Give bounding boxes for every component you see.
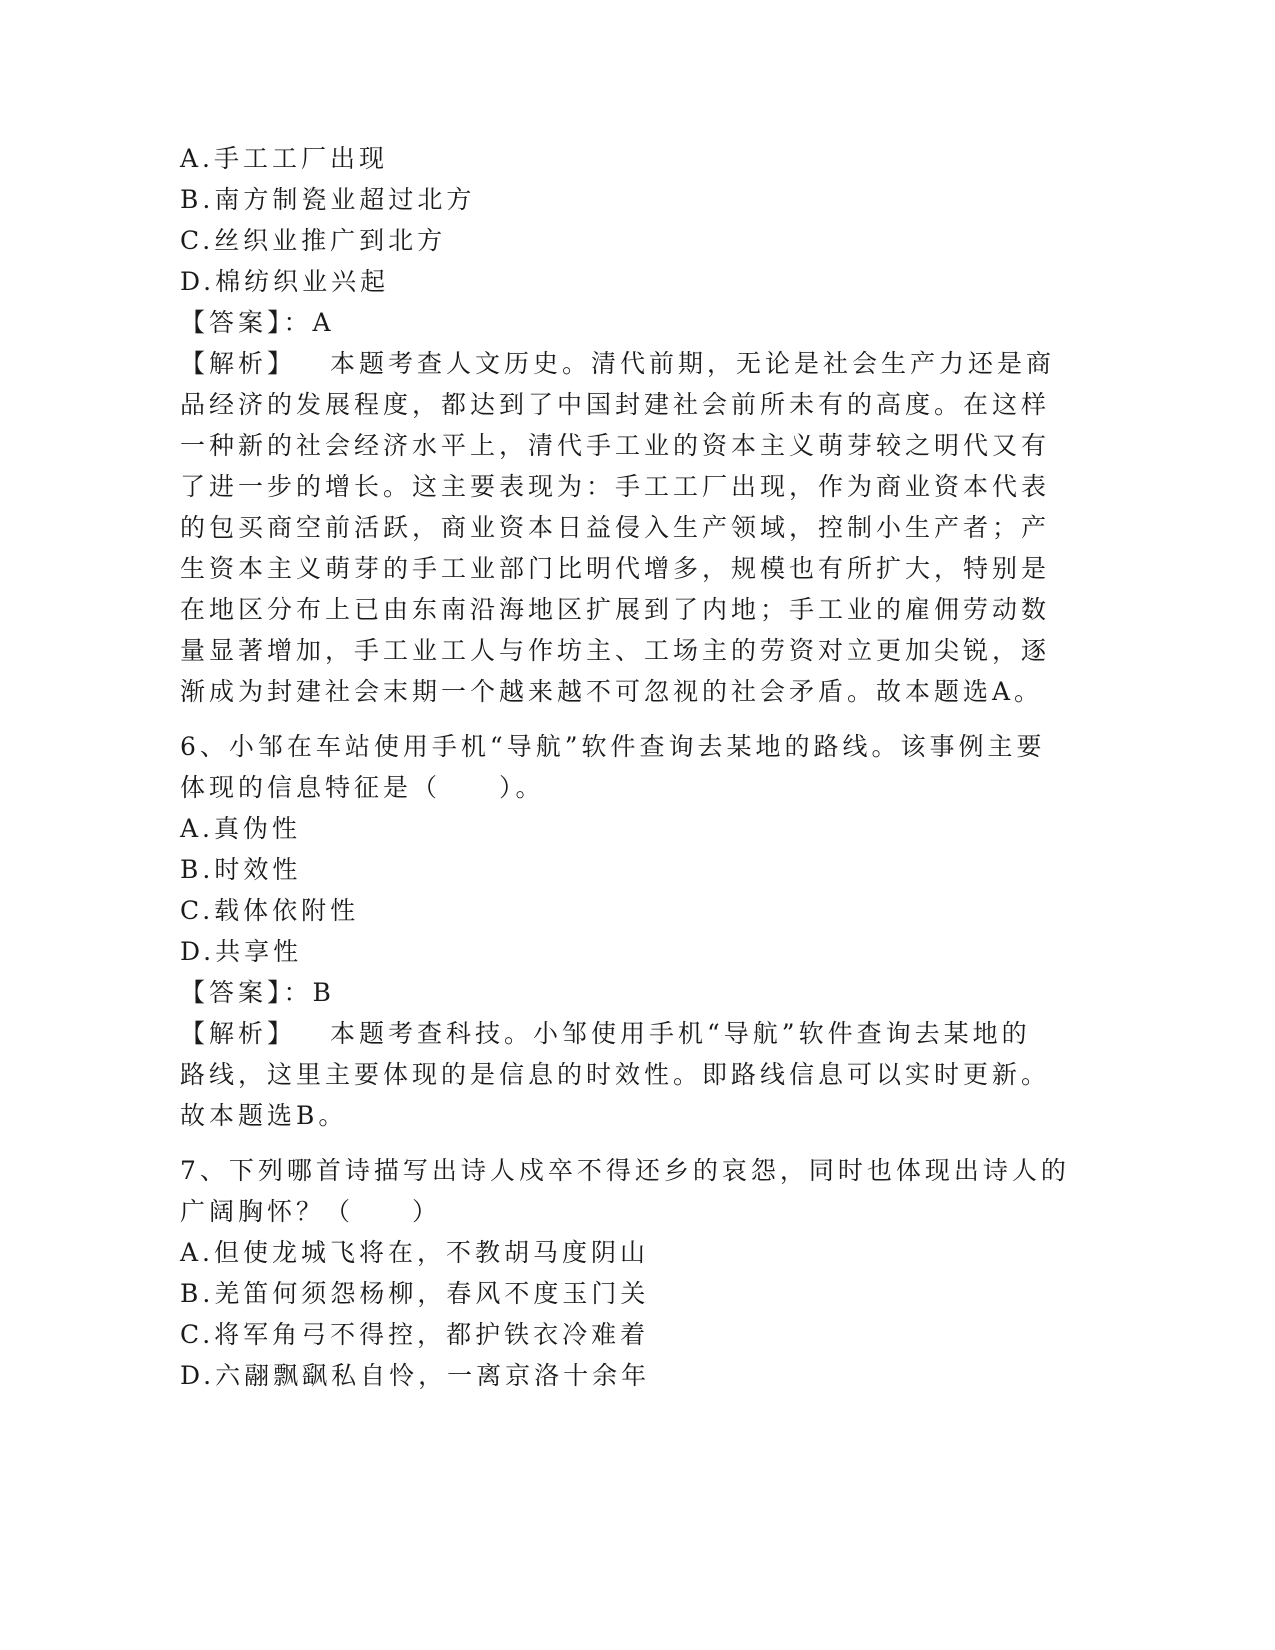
analysis-line: 【解析】 本题考查人文历史。清代前期，无论是社会生产力还是商: [180, 349, 1056, 378]
q6-analysis: [180, 1013, 1051, 1136]
answer-label: 【答案】：: [180, 308, 313, 337]
analysis-line: 的包买商空前活跃，商业资本日益侵入生产领域，控制小生产者；产: [180, 513, 1051, 542]
q7-option-b: B.羌笛何须怨杨柳，春风不度玉门关: [180, 1279, 650, 1308]
q6-option-d: D.共享性: [180, 937, 303, 966]
answer-label: 【答案】：: [180, 978, 313, 1007]
q7-option-c: C.将军角弓不得控，都护铁衣冷难着: [180, 1320, 650, 1349]
q5-option-b: B.南方制瓷业超过北方: [180, 185, 476, 214]
q5-analysis: [180, 343, 1056, 712]
q6-stem-line: 6、小邹在车站使用手机“导航”软件查询去某地的路线。该事例主要: [180, 732, 1046, 761]
analysis-line: 了进一步的增长。这主要表现为：手工工厂出现，作为商业资本代表: [180, 472, 1051, 501]
q7-option-a: A.但使龙城飞将在，不教胡马度阴山: [180, 1238, 650, 1267]
q6-option-c: C.载体依附性: [180, 896, 360, 925]
analysis-line: 一种新的社会经济水平上，清代手工业的资本主义萌芽较之明代又有: [180, 431, 1051, 460]
q6-option-a: A.真伪性: [180, 814, 302, 843]
q5-option-c: C.丝织业推广到北方: [180, 226, 447, 255]
q6-option-b: B.时效性: [180, 855, 302, 884]
analysis-label: 【解析】: [180, 1019, 297, 1048]
answer-value: B: [312, 978, 335, 1007]
q5-option-d: D.棉纺织业兴起: [180, 267, 390, 296]
document-page: [180, 138, 1070, 1396]
q7-stem-line: 广阔胸怀？（ ）: [180, 1197, 442, 1226]
analysis-line: 生资本主义萌芽的手工业部门比明代增多，规模也有所扩大，特别是: [180, 554, 1051, 583]
answer-value: A: [312, 308, 335, 337]
question-7: [180, 1150, 1070, 1396]
analysis-line: 故本题选B。: [180, 1101, 348, 1130]
question-6: [180, 726, 1051, 1136]
question-5: [180, 138, 1056, 712]
q7-option-d: D.六翮飘飖私自怜，一离京洛十余年: [180, 1361, 651, 1390]
analysis-line: 量显著增加，手工业工人与作坊主、工场主的劳资对立更加尖锐，逐: [180, 636, 1051, 665]
analysis-label: 【解析】: [180, 349, 297, 378]
analysis-line: 在地区分布上已由东南沿海地区扩展到了内地；手工业的雇佣劳动数: [180, 595, 1051, 624]
analysis-line: 路线，这里主要体现的是信息的时效性。即路线信息可以实时更新。: [180, 1060, 1051, 1089]
q6-stem-line: 体现的信息特征是（ ）。: [180, 773, 545, 802]
q5-answer: [180, 302, 1040, 343]
analysis-line: 渐成为封建社会末期一个越来越不可忽视的社会矛盾。故本题选A。: [180, 677, 1044, 706]
q7-stem-line: 7、下列哪首诗描写出诗人戍卒不得还乡的哀怨，同时也体现出诗人的: [180, 1156, 1070, 1185]
analysis-line: 【解析】 本题考查科技。小邹使用手机“导航”软件查询去某地的: [180, 1019, 1031, 1048]
analysis-line: 品经济的发展程度，都达到了中国封建社会前所未有的高度。在这样: [180, 390, 1051, 419]
q5-option-a: A.手工工厂出现: [180, 144, 389, 173]
q6-answer: [180, 972, 1040, 1013]
